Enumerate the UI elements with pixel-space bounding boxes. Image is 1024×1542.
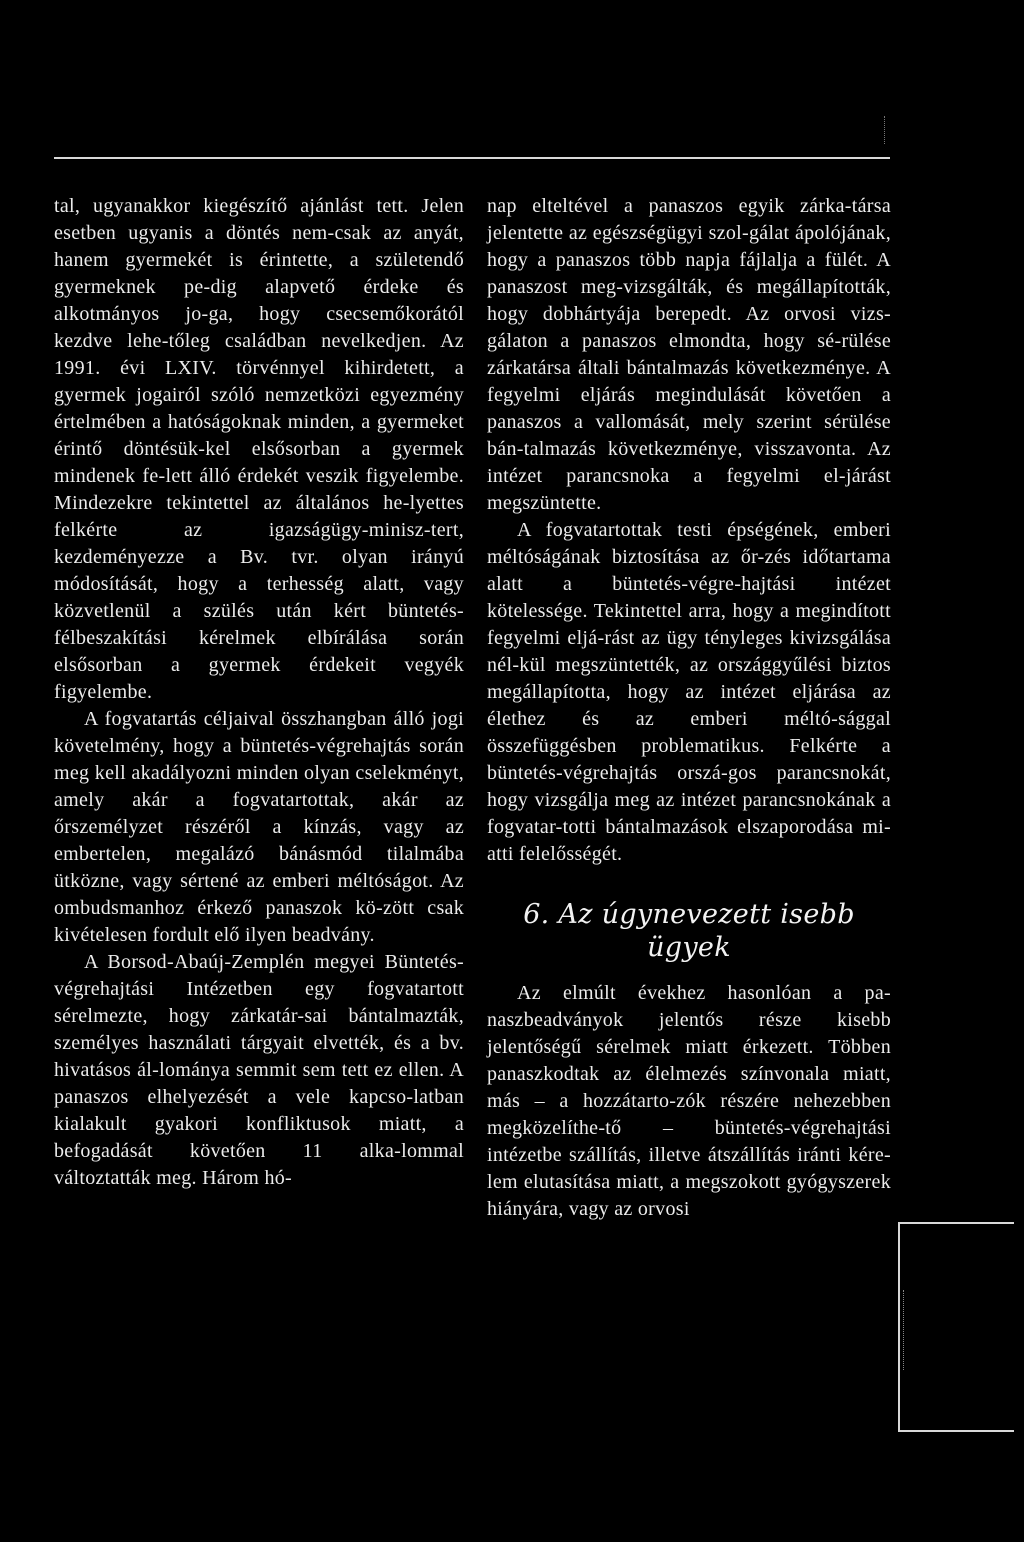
- left-paragraph-3: A Borsod-Abaúj-Zemplén megyei Büntetés-végrehajtási Intézetben egy fogvatartott sérelmezte, hogy zárkatár-sai bántalmazták, személyes használati tárgyait elvették, és a bv. hivatásos ál-lománya semmit sem tett ez ellen. A panaszos elhelyezését a vele kapcso-latban kialakult gyakori konfliktusok miatt, a befogadását követően 11 alka-lommal változtatták meg. Három hó-: [54, 951, 464, 1189]
- left-paragraph-2: A fogvatartás céljaival összhangban álló jogi követelmény, hogy a büntetés-végrehajtás során meg kell akadályozni minden olyan cselekményt, amely akár a fogvatartottak, akár az őrszemélyzet részéről a kínzás, vagy az embertelen, megalázó bánásmód tilalmába ütközne, vagy sértené az emberi méltóságot. Az ombudsmanhoz érkező panaszok kö-zött csak kivételesen fordult elő ilyen beadvány.: [54, 708, 464, 946]
- right-column: [487, 193, 891, 1223]
- right-paragraph-2: A fogvatartottak testi épségének, emberi méltóságának biztosítása az őr-zés időtartama alatt a büntetés-végre-hajtási intézet kötelessége. Tekintettel arra, hogy a megindított fegyelmi eljá-rást az ügy tényleges kivizsgálása nél-kül megszüntették, az országgyűlési biztos megállapította, hogy az intézet eljárása az élethez és az emberi méltó-sággal összefüggésben problematikus. Felkérte a büntetés-végrehajtás orszá-gos parancsnokát, hogy vizsgálja meg az intézet parancsnokának a fogvatar-totti bántalmazások elszaporodása mi-atti felelősségét.: [487, 519, 891, 865]
- margin-box: [898, 1222, 1014, 1432]
- margin-dots: [903, 1290, 906, 1370]
- header-rule: [54, 157, 890, 159]
- right-paragraph-3: Az elmúlt évekhez hasonlóan a pa-naszbeadványok jelentős része kisebb jelentőségű sérelmek miatt érkezett. Többen panaszkodtak az élelmezés színvonala miatt, más – a hozzátarto-zók részére nehezebben megközelíthe-tő – büntetés-végrehajtási intézetbe szállítás, illetve átszállítás iránti kére-lem elutasítása miatt, a megszokott gyógyszerek hiányára, vagy az orvosi: [487, 982, 891, 1220]
- section-heading: 6. Az úgynevezett isebb ügyek: [523, 899, 855, 963]
- left-column: [54, 193, 464, 1192]
- scan-mark: [884, 116, 887, 144]
- left-paragraph-1: tal, ugyanakkor kiegészítő ajánlást tett. Jelen esetben ugyanis a döntés nem-csak az anyát, hanem gyermekét is érintette, a születendő gyermeknek pe-dig alapvető érdeke és alkotmányos jo-ga, hogy csecsemőkorától kezdve lehe-tőleg családban nevelkedjen. Az 1991. évi LXIV. törvénnyel kihirdetett, a gyermek jogairól szóló nemzetközi egyezmény értelmében a hatóságoknak minden, a gyermeket érintő döntésük-kel elsősorban a gyermek mindenek fe-lett álló érdekét veszik figyelembe. Mindezekre tekintettel az általános he-lyettes felkérte az igazságügy-minisz-tert, kezdeményezze a Bv. tvr. olyan irányú módosítását, hogy a terhesség alatt, vagy közvetlenül a szülés után kért büntetés-félbeszakítási kérelmek elbírálása során elsősorban a gyermek érdekeit vegyék figyelembe.: [54, 195, 464, 703]
- right-paragraph-1: nap elteltével a panaszos egyik zárka-társa jelentette az egészségügyi szol-gálat ápolójának, hogy a panaszos több napja fájlalja a fülét. A panaszost meg-vizsgálták, és megállapították, hogy dobhártyája berepedt. Az orvosi vizs-gálaton a panaszos elmondta, hogy sé-rülése zárkatársa általi bántalmazás következménye. A fegyelmi eljárás megindulását követően a panaszos a vallomását, mely szerint sérülése bán-talmazás következménye, visszavonta. Az intézet parancsnoka a fegyelmi el-járást megszüntette.: [487, 195, 891, 514]
